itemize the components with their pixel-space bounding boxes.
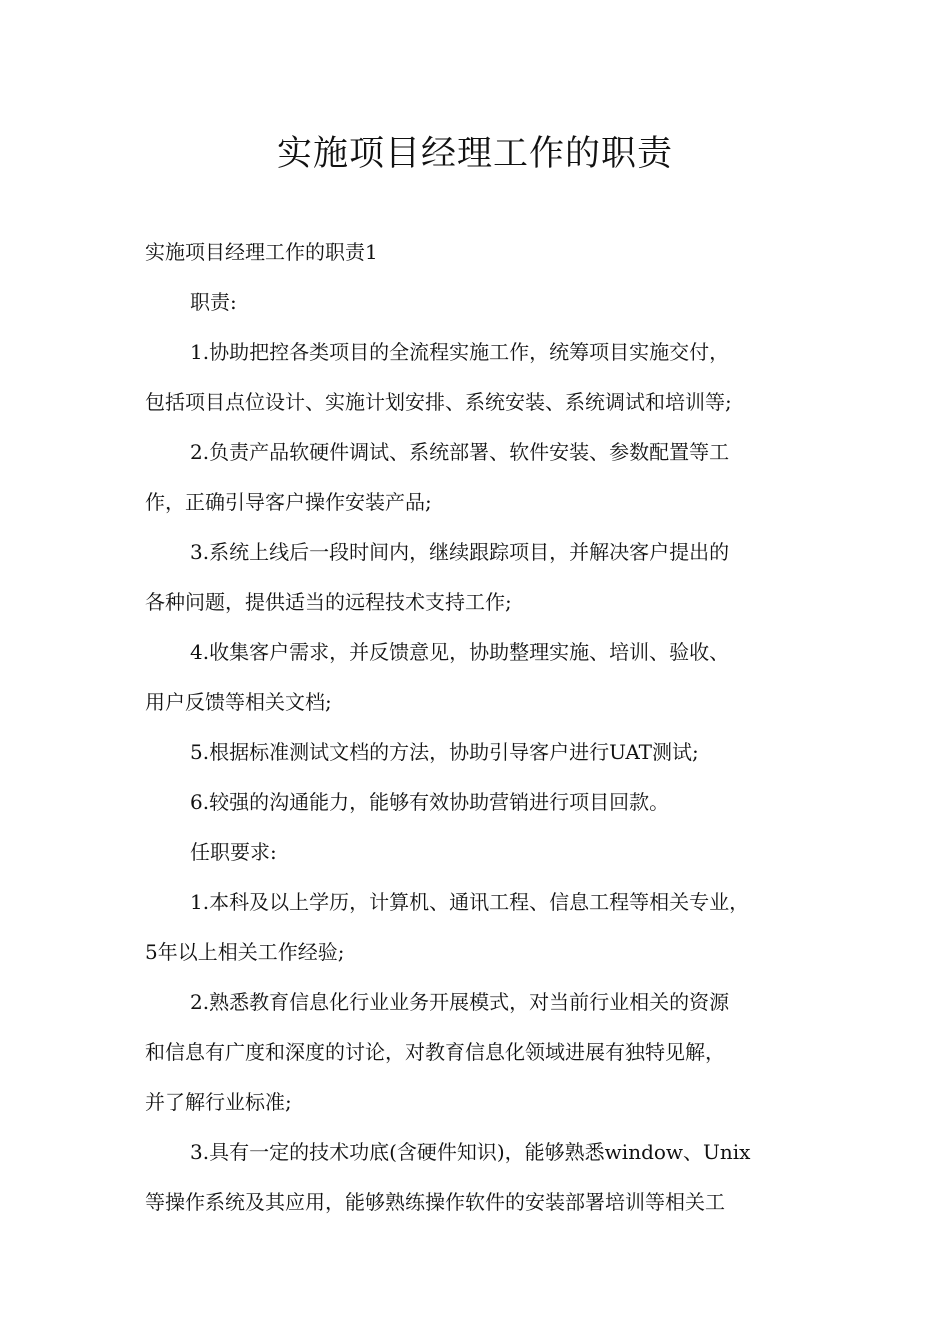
body-line: 1.协助把控各类项目的全流程实施工作，统筹项目实施交付， [190, 340, 730, 364]
body-line: 实施项目经理工作的职责1 [145, 240, 378, 264]
body-line: 并了解行业标准; [145, 1090, 292, 1114]
body-line: 4.收集客户需求，并反馈意见，协助整理实施、培训、验收、 [190, 640, 730, 664]
document-title: 实施项目经理工作的职责 [276, 134, 673, 174]
body-line: 1.本科及以上学历，计算机、通讯工程、信息工程等相关专业， [190, 890, 750, 914]
body-line: 用户反馈等相关文档; [145, 690, 332, 714]
body-line: 6.较强的沟通能力，能够有效协助营销进行项目回款。 [190, 790, 670, 814]
body-line: 包括项目点位设计、实施计划安排、系统安装、系统调试和培训等; [145, 390, 732, 414]
body-line: 职责: [190, 290, 237, 314]
body-line: 作，正确引导客户操作安装产品; [145, 490, 432, 514]
body-line: 2.熟悉教育信息化行业业务开展模式，对当前行业相关的资源 [190, 990, 730, 1014]
body-line: 和信息有广度和深度的讨论，对教育信息化领域进展有独特见解， [145, 1040, 725, 1064]
body-line: 3.具有一定的技术功底(含硬件知识)，能够熟悉window、Unix [190, 1140, 751, 1164]
body-line: 等操作系统及其应用，能够熟练操作软件的安装部署培训等相关工 [145, 1190, 725, 1214]
body-line: 2.负责产品软硬件调试、系统部署、软件安装、参数配置等工 [190, 440, 730, 464]
body-line: 任职要求: [190, 840, 277, 864]
body-line: 5.根据标准测试文档的方法，协助引导客户进行UAT测试; [190, 740, 699, 764]
body-line: 3.系统上线后一段时间内，继续跟踪项目，并解决客户提出的 [190, 540, 730, 564]
document-body [145, 227, 815, 1227]
body-line: 5年以上相关工作经验; [145, 940, 345, 964]
body-line: 各种问题，提供适当的远程技术支持工作; [145, 590, 512, 614]
